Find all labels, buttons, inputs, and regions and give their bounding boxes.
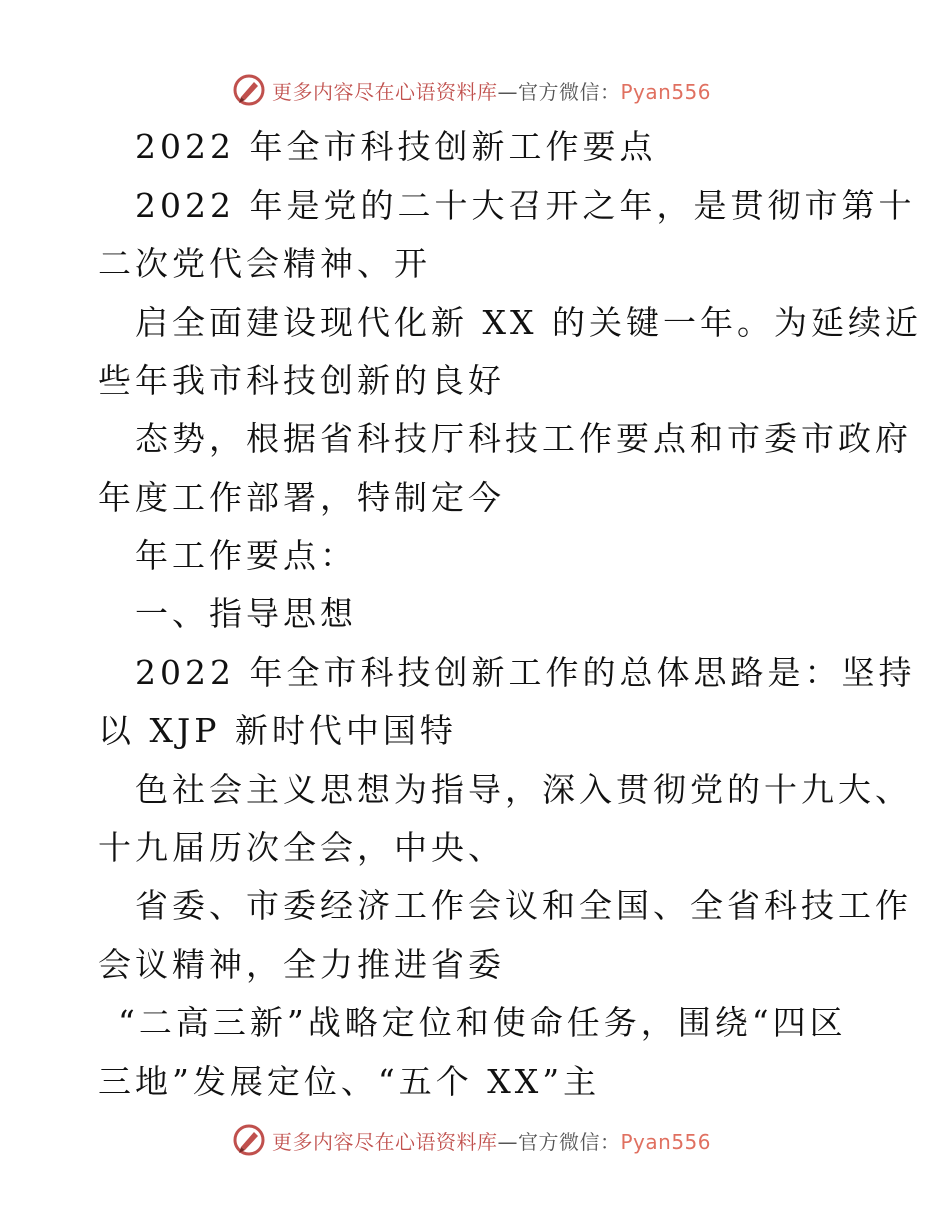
- paragraph-line: 二次党代会精神、开: [98, 244, 431, 283]
- paragraph-line: 些年我市科技创新的良好: [98, 361, 505, 400]
- footer-banner: [232, 1122, 711, 1158]
- banner-text: 更多内容尽在心语资料库—官方微信：Pyan556: [272, 79, 712, 104]
- paragraph-line: 2022 年全市科技创新工作的总体思路是：坚持: [135, 653, 916, 692]
- banner-text: 更多内容尽在心语资料库—官方微信：Pyan556: [272, 1129, 712, 1154]
- section-heading: 一、指导思想: [135, 594, 357, 633]
- paragraph-line: 年度工作部署，特制定今: [98, 478, 505, 517]
- header-banner: [232, 72, 711, 108]
- paragraph-line: 年工作要点：: [135, 536, 357, 575]
- paragraph-line: 态势，根据省科技厅科技工作要点和市委市政府: [135, 419, 912, 458]
- paragraph-line: 三地”发展定位、“五个 XX”主: [98, 1062, 601, 1101]
- paragraph-line: “二高三新”战略定位和使命任务，围绕“四区: [118, 1003, 847, 1042]
- paragraph-line: 启全面建设现代化新 XX 的关键一年。为延续近: [135, 303, 922, 342]
- paragraph-line: 2022 年是党的二十大召开之年，是贯彻市第十: [135, 186, 916, 225]
- paragraph-line: 会议精神，全力推进省委: [98, 945, 505, 984]
- paragraph-line: 十九届历次全会，中央、: [98, 828, 505, 867]
- pen-logo-icon: [232, 73, 266, 107]
- doc-title: 2022 年全市科技创新工作要点: [135, 127, 657, 166]
- paragraph-line: 以 XJP 新时代中国特: [98, 711, 457, 750]
- pen-logo-icon: [232, 1123, 266, 1157]
- paragraph-line: 色社会主义思想为指导，深入贯彻党的十九大、: [135, 770, 912, 809]
- paragraph-line: 省委、市委经济工作会议和全国、全省科技工作: [135, 886, 912, 925]
